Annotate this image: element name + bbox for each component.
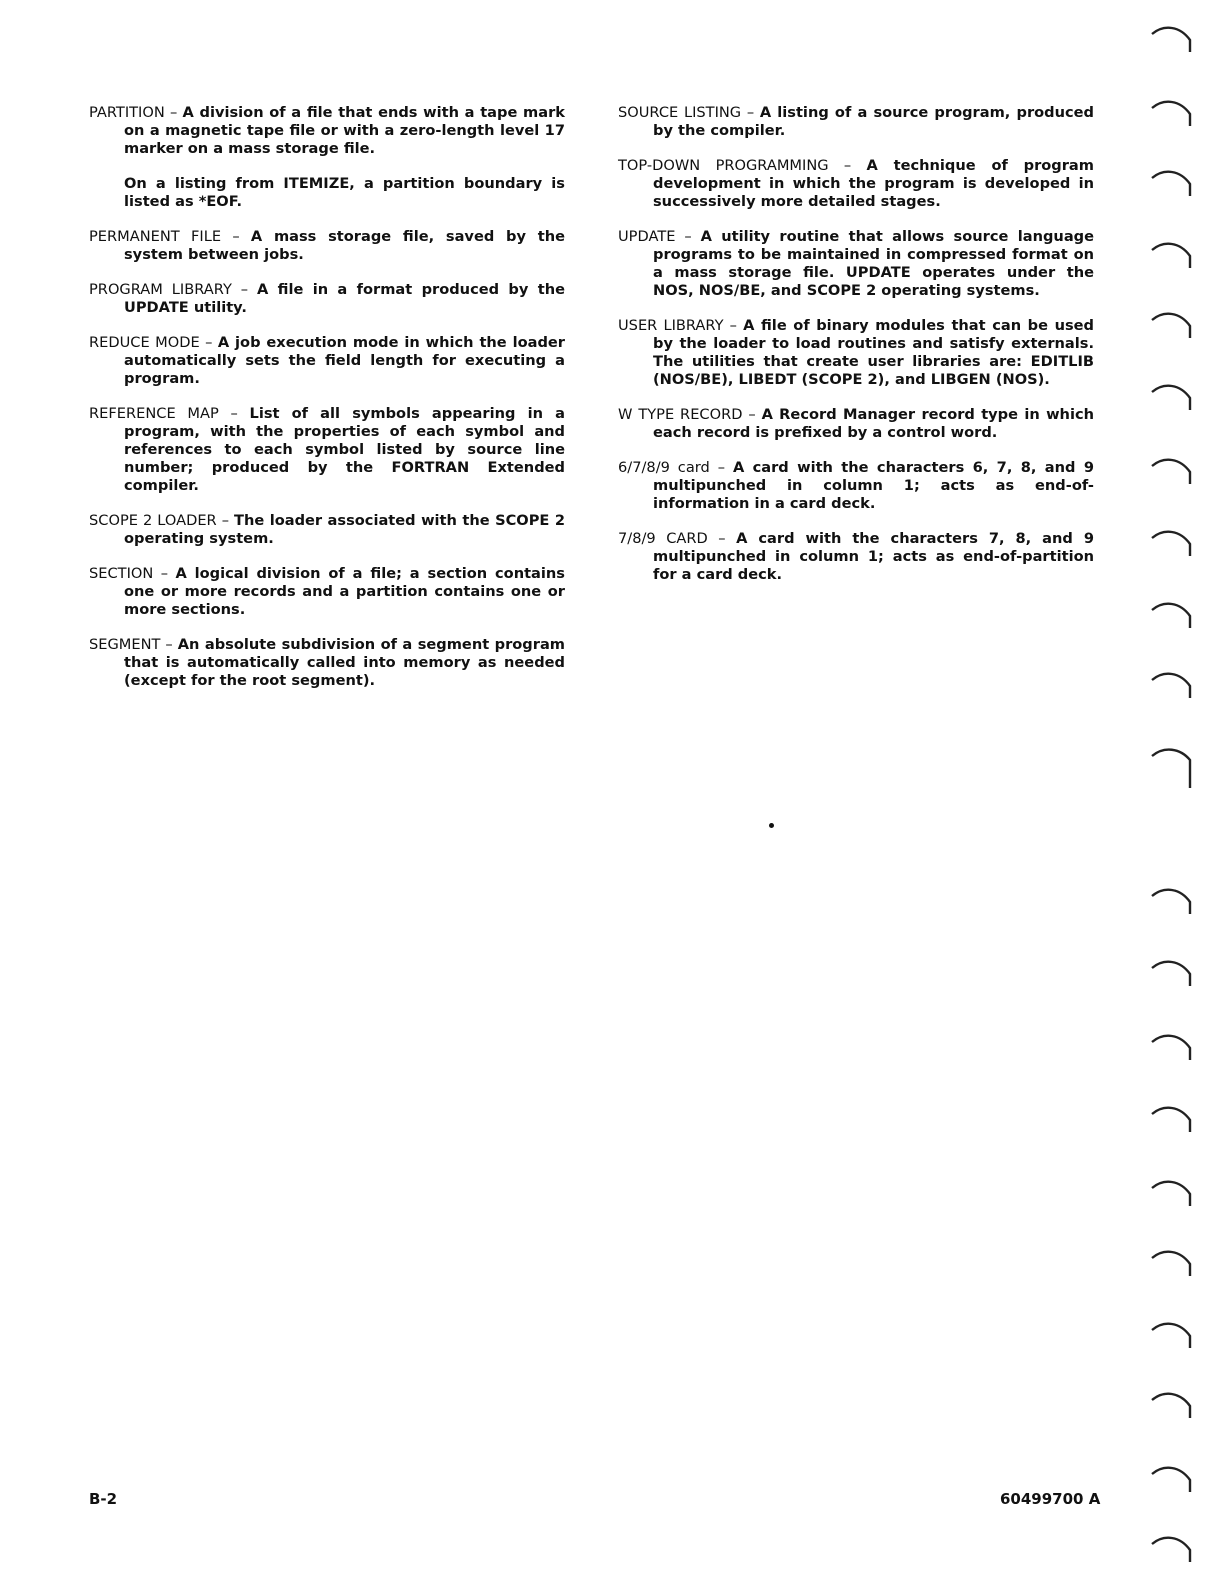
stray-mark [769, 823, 774, 828]
document-number: 60499700 A [1000, 1490, 1101, 1508]
glossary-entry [89, 228, 565, 264]
glossary-definition: A file of binary modules that can be used by the loader to load routines and satisfy externals. The utilities that create user libraries are: EDITLIB (NOS/BE), LIBEDT (SCOPE 2), and LIBGEN (NOS). [653, 317, 1095, 388]
glossary-entry [618, 317, 1094, 389]
binder-tab-mark [1150, 1176, 1198, 1220]
glossary-entry [618, 228, 1094, 300]
glossary-term: PARTITION [89, 104, 165, 121]
binder-tab-mark [1150, 1462, 1198, 1506]
glossary-definition: A card with the characters 7, 8, and 9 multipunched in column 1; acts as end-of-partition for a card deck. [653, 530, 1094, 583]
term-dash: – [164, 104, 183, 121]
glossary-entry [89, 565, 565, 619]
glossary-term: SECTION [89, 565, 154, 582]
glossary-term: PROGRAM LIBRARY [89, 281, 232, 298]
binder-tab-mark [1150, 96, 1198, 140]
binder-tab-mark [1150, 1246, 1198, 1290]
term-dash: – [723, 317, 744, 334]
binder-tab-mark [1150, 884, 1198, 928]
glossary-definition: A technique of program development in which the program is developed in successively more detailed stages. [653, 157, 1094, 210]
glossary-entry [89, 405, 565, 495]
binder-tab-mark [1150, 1532, 1198, 1576]
binder-tab-mark [1150, 1388, 1198, 1432]
term-dash: – [160, 636, 178, 653]
glossary-entry [89, 636, 565, 690]
term-dash: – [221, 228, 251, 245]
glossary-entry [89, 512, 565, 548]
glossary-definition: A listing of a source program, produced by the compiler. [653, 104, 1094, 139]
term-dash: – [216, 512, 234, 529]
glossary-entry [618, 157, 1094, 211]
term-dash: – [741, 104, 760, 121]
term-dash: – [231, 281, 257, 298]
glossary-definition: A card with the characters 6, 7, 8, and 9 multipunched in column 1; acts as end-of-information in a card deck. [653, 459, 1094, 512]
glossary-definition: A file in a format produced by the UPDATE utility. [124, 281, 565, 316]
glossary-term: SCOPE 2 LOADER [89, 512, 217, 529]
glossary-term: SEGMENT [89, 636, 161, 653]
glossary-definition: An absolute subdivision of a segment program that is automatically called into memory as needed (except for the root segment). [124, 636, 566, 689]
term-dash: – [709, 459, 733, 476]
term-dash: – [828, 157, 867, 174]
glossary-term: TOP-DOWN PROGRAMMING [618, 157, 829, 174]
binder-tab-mark [1150, 1102, 1198, 1146]
term-dash: – [199, 334, 218, 351]
glossary-entry [89, 334, 565, 388]
glossary-definition: A mass storage file, saved by the system between jobs. [124, 228, 565, 263]
binder-tab-mark [1150, 526, 1198, 570]
glossary-term: SOURCE LISTING [618, 104, 742, 121]
term-dash: – [742, 406, 762, 423]
term-dash: – [153, 565, 176, 582]
right-glossary-column [618, 104, 1094, 601]
left-glossary-column [89, 104, 565, 707]
binder-tab-mark [1150, 454, 1198, 498]
glossary-entry [89, 281, 565, 317]
glossary-term: 6/7/8/9 card [618, 459, 710, 476]
binder-tab-mark [1150, 744, 1198, 788]
binder-tab-mark [1150, 598, 1198, 642]
binder-tab-mark [1150, 22, 1198, 66]
glossary-term: PERMANENT FILE [89, 228, 222, 245]
binder-tab-mark [1150, 956, 1198, 1000]
glossary-entry [618, 530, 1094, 584]
binder-edge-marks [1140, 0, 1220, 1584]
binder-tab-mark [1150, 668, 1198, 712]
page-number: B-2 [89, 1490, 118, 1508]
glossary-definition: The loader associated with the SCOPE 2 operating system. [124, 512, 565, 547]
glossary-term: REDUCE MODE [89, 334, 200, 351]
glossary-definition: A division of a file that ends with a tape mark on a magnetic tape file or with a zero-length level 17 marker on a mass storage file. [124, 104, 566, 157]
glossary-term: USER LIBRARY [618, 317, 724, 334]
glossary-definition: A Record Manager record type in which each record is prefixed by a control word. [653, 406, 1094, 441]
binder-tab-mark [1150, 238, 1198, 282]
binder-tab-mark [1150, 166, 1198, 210]
glossary-term: REFERENCE MAP [89, 405, 219, 422]
term-dash: – [675, 228, 701, 245]
glossary-entry [618, 406, 1094, 442]
glossary-definition: List of all symbols appearing in a program, with the properties of each symbol and references to each symbol listed by source line number; produced by the FORTRAN Extended compiler. [124, 405, 566, 494]
glossary-definition: A job execution mode in which the loader automatically sets the field length for executing a program. [124, 334, 566, 387]
glossary-term: UPDATE [618, 228, 676, 245]
glossary-term: 7/8/9 CARD [618, 530, 708, 547]
term-dash: – [707, 530, 737, 547]
glossary-note: On a listing from ITEMIZE, a partition boundary is listed as *EOF. [124, 175, 565, 210]
glossary-entry [89, 104, 565, 158]
term-dash: – [218, 405, 250, 422]
binder-tab-mark [1150, 308, 1198, 352]
binder-tab-mark [1150, 1318, 1198, 1362]
binder-tab-mark [1150, 380, 1198, 424]
glossary-definition: A logical division of a file; a section contains one or more records and a partition contains one or more sections. [124, 565, 565, 618]
glossary-entry [618, 459, 1094, 513]
glossary-term: W TYPE RECORD [618, 406, 743, 423]
binder-tab-mark [1150, 1030, 1198, 1074]
glossary-definition: A utility routine that allows source language programs to be maintained in compressed format on a mass storage file. UPDATE operates under the NOS, NOS/BE, and SCOPE 2 operating systems. [653, 228, 1095, 299]
glossary-entry [618, 104, 1094, 140]
